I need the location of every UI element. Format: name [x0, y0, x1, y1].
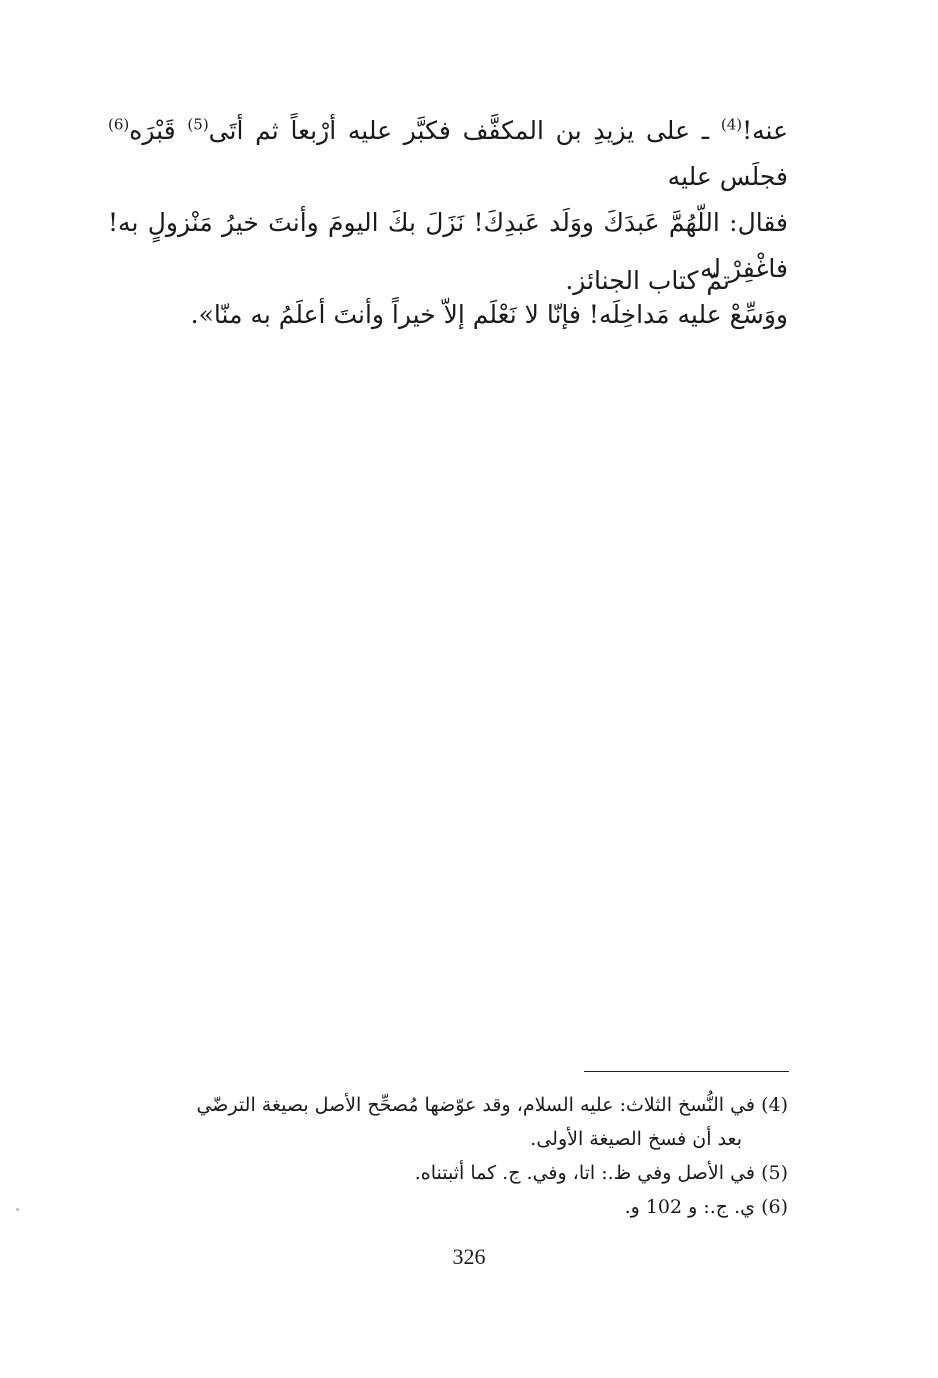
- footnote-ref-5[interactable]: (5): [187, 115, 209, 134]
- footnote-number: (5): [761, 1162, 788, 1184]
- footnote-4: [108, 1088, 788, 1122]
- footnote-number: (6): [761, 1196, 788, 1218]
- text-segment: فجلَس عليه: [667, 162, 788, 191]
- text-line-3: ووَسِّعْ عليه مَداخِلَه! فإنّا لا نَعْلَم إلاّ خيراً وأنتَ أعلَمُ به منّا».: [190, 300, 788, 329]
- footnote-4-continuation: بعد أن فسخ الصيغة الأولى.: [530, 1128, 742, 1150]
- scan-speck: [16, 1208, 19, 1211]
- footnote-ref-6[interactable]: (6): [108, 115, 130, 134]
- page-number: 326: [452, 1244, 486, 1269]
- text-line-1: [108, 108, 788, 200]
- text-segment: ـ على يزيدِ بن المكفَّف فكبَّر عليه أرْبعاً ثم أتَى: [208, 116, 710, 145]
- footnote-6: [108, 1190, 788, 1224]
- text-segment: عنه!: [742, 116, 789, 145]
- chapter-end-note: تمّ كتاب الجنائز.: [565, 266, 730, 295]
- footnotes: [108, 1088, 788, 1224]
- footnote-number: (4): [761, 1094, 788, 1116]
- footnote-text: في النُّسخ الثلاث: عليه السلام، وقد عوّضها مُصحِّح الأصل بصيغة الترضّي: [196, 1094, 756, 1116]
- footnote-text: في الأصل وفي ظ.: اتا، وفي. ج. كما أثبتناه.: [414, 1162, 756, 1184]
- footnote-text: ي. ج.: و 102 و.: [624, 1196, 756, 1218]
- text-segment: قَبْرَه: [129, 116, 176, 145]
- footnote-ref-4[interactable]: (4): [720, 115, 743, 134]
- text-line-2: فقال: اللّهُمَّ عَبدَكَ ووَلَد عَبدِكَ! نَزَلَ بكَ اليومَ وأنتَ خيرُ مَنْزولٍ به! فاغْفِرْ له: [108, 208, 788, 283]
- footnote-separator: [584, 1071, 789, 1072]
- footnote-5: [108, 1156, 788, 1190]
